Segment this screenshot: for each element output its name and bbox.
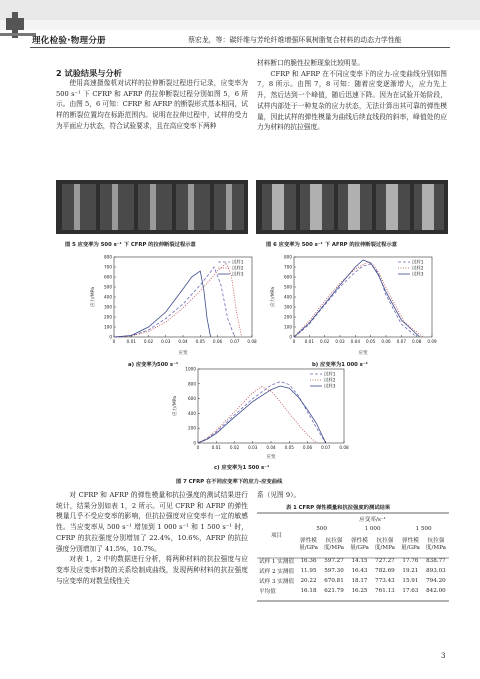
x-tick-label: 0.03 [161, 339, 171, 344]
x-tick-label: 0.04 [350, 339, 360, 344]
table-cell: 19.21 [402, 568, 419, 574]
series-line-1 [294, 264, 417, 337]
x-tick-label: 0.02 [229, 445, 240, 450]
y-tick-label: 300 [104, 304, 112, 310]
col-label: 弹性模量/GPa [350, 538, 369, 551]
table-cell: 11.95 [300, 568, 317, 574]
table-cell: 782.69 [375, 568, 395, 574]
y-tick-label: 100 [104, 324, 112, 330]
legend-label: 试样3 [232, 272, 244, 278]
fig5-photo-sequence [56, 180, 248, 234]
header-rule [30, 47, 450, 48]
x-tick-label: 0.06 [302, 445, 313, 450]
chart-1500 [170, 365, 350, 461]
legend-label: 试样2 [412, 266, 424, 272]
legend-label: 试样1 [324, 372, 336, 378]
x-tick-label: 0 [112, 339, 116, 344]
row-label: 平均值 [259, 589, 276, 595]
group-header: 应变率/s⁻¹ [359, 517, 386, 523]
bottom-left-text [56, 490, 248, 586]
table-cell: 20.22 [300, 578, 317, 584]
plot-frame [198, 369, 344, 443]
rate-header: 1 000 [364, 526, 381, 532]
chart-1000-subtitle: b) 应变率为1 000 s⁻¹ [312, 362, 368, 368]
rate-header: 1 500 [415, 526, 432, 532]
chart-1500-subtitle: c) 应变率为1 500 s⁻¹ [214, 465, 270, 471]
y-tick-label: 500 [104, 284, 112, 290]
y-tick-label: 0 [109, 334, 112, 340]
x-tick-label: 0.08 [412, 339, 422, 344]
table-cell: 16.43 [351, 568, 368, 574]
chart-1000 [268, 253, 438, 357]
chart-500-subtitle: a) 应变率为500 s⁻¹ [128, 362, 179, 368]
y-tick-label: 600 [284, 274, 292, 280]
table-cell: 670.81 [324, 578, 344, 584]
table-cell: 838.77 [426, 558, 446, 564]
y-tick-label: 1000 [185, 366, 196, 372]
x-tick-label: 0.01 [126, 339, 136, 344]
fig6-photo-sequence [256, 180, 448, 234]
x-axis-label: 应变 [178, 351, 188, 356]
y-tick-label: 800 [284, 254, 292, 260]
paragraph: 对表 1，2 中的数据进行分析，将两种材料的抗拉强度与应变率及应变率对数的关系绘制成曲线，发现两种材料的抗拉强度与应变率的对数呈线性关 [56, 555, 248, 585]
y-tick-label: 200 [104, 314, 112, 320]
x-axis-label: 应变 [358, 351, 368, 356]
col-label: 弹性模量/GPa [401, 538, 420, 551]
table-cell: 794.20 [426, 578, 446, 584]
x-tick-label: 0.04 [266, 445, 276, 450]
table-cell: 597.30 [324, 568, 344, 574]
table-cell: 15.91 [402, 578, 419, 584]
table-cell: 16.36 [300, 558, 317, 564]
x-tick-label: 0 [292, 339, 296, 344]
fig5-caption: 图 5 应变率为 500 s⁻¹ 下 CFRP 的拉伸断裂过程示意 [65, 242, 196, 248]
row-label: 试样 2 实测值 [259, 569, 295, 575]
y-tick-label: 200 [188, 425, 196, 431]
y-tick-label: 300 [284, 304, 292, 310]
y-tick-label: 400 [284, 294, 292, 300]
table-row [257, 556, 449, 566]
bottom-right-lead: 系（见图 9）。 [257, 491, 301, 499]
col-label: 抗拉强度/MPa [323, 538, 345, 551]
y-tick-label: 400 [188, 410, 196, 416]
table1 [257, 514, 449, 596]
x-tick-label: 0.08 [339, 445, 349, 450]
table-cell: 16.25 [351, 588, 368, 594]
rate-header: 500 [316, 526, 327, 532]
table1-caption: 表 1 CFRP 弹性模量和抗拉强度的测试结果 [286, 505, 391, 511]
table-cell: 17.63 [402, 588, 419, 594]
fig6-caption: 图 6 应变率为 500 s⁻¹ 下 AFRP 的拉伸断裂过程示意 [266, 242, 398, 248]
y-tick-label: 700 [104, 264, 112, 270]
series-line-1 [198, 382, 326, 443]
x-tick-label: 0.07 [321, 445, 331, 450]
col-label: 弹性模量/GPa [299, 538, 318, 551]
y-axis-label: 应力/MPa [173, 395, 178, 417]
table-cell: 621.79 [324, 588, 344, 594]
running-head: 蔡宏龙，等：碳纤维与芳纶纤维增强环氧树脂复合材料的动态力学性能 [188, 36, 402, 44]
table-cell: 773.43 [375, 578, 395, 584]
legend-label: 试样3 [412, 272, 424, 278]
table-cell: 727.27 [375, 558, 395, 564]
series-line-1 [114, 267, 235, 337]
col1-text [56, 78, 248, 132]
legend-label: 试样3 [324, 384, 336, 390]
y-tick-label: 800 [104, 254, 112, 260]
y-tick-label: 0 [193, 440, 196, 446]
table-row [257, 566, 449, 576]
y-tick-label: 500 [284, 284, 292, 290]
y-tick-label: 700 [284, 264, 292, 270]
table-cell: 597.27 [324, 558, 344, 564]
table-cell: 16.18 [300, 588, 317, 594]
x-tick-label: 0.05 [366, 339, 376, 344]
x-tick-label: 0.03 [248, 445, 258, 450]
x-tick-label: 0.09 [427, 339, 437, 344]
col-label: 抗拉强度/MPa [425, 538, 446, 551]
legend-label: 试样1 [412, 260, 424, 266]
x-tick-label: 0.05 [195, 339, 205, 344]
series-line-3 [198, 386, 326, 443]
paragraph: 材料断口的脆性拉断现象比较明显。 [257, 59, 364, 67]
row-header: 项目 [270, 533, 283, 539]
y-tick-label: 800 [188, 381, 196, 387]
table-cell: 18.17 [351, 578, 368, 584]
y-axis-label: 应力/MPa [91, 286, 96, 308]
y-tick-label: 100 [284, 324, 292, 330]
series-line-3 [114, 271, 211, 337]
table-row [257, 576, 449, 586]
x-tick-label: 0.03 [335, 339, 345, 344]
legend-label: 试样2 [324, 378, 336, 384]
table-cell: 761.13 [375, 588, 395, 594]
row-label: 试样 1 实测值 [259, 559, 295, 565]
y-tick-label: 400 [104, 294, 112, 300]
x-tick-label: 0.06 [212, 339, 223, 344]
x-tick-label: 0.02 [143, 339, 154, 344]
legend-label: 试样1 [232, 260, 244, 266]
x-tick-label: 0.06 [381, 339, 391, 344]
paragraph: CFRP 和 AFRP 在不同应变率下的应力-应变曲线分别如图 7，8 所示。由图 7，8 可知：随着应变逐渐增大，应力先上升，然后达到一个峰值，随后迅速下降。因为在试验开始阶段，试样内部处于一种复杂的应力状态，无法计算出其可靠的弹性模量，因此试样的弹性模量为曲线后续直线段的斜率，峰值处的应力为材料的抗拉强度。 [257, 69, 447, 132]
table-cell: 14.15 [351, 558, 368, 564]
chart-500 [88, 253, 258, 357]
journal-name: 理化检验·物理分册 [32, 36, 106, 46]
x-tick-label: 0.01 [211, 445, 221, 450]
row-label: 试样 3 实测值 [259, 579, 295, 585]
table-cell: 842.00 [426, 588, 446, 594]
page-number: 3 [441, 652, 446, 660]
paragraph: 对 CFRP 和 AFRP 的弹性模量和抗拉强度的测试结果进行统计，结果分别如表 1，2 所示。可见 CFRP 和 AFRP 的弹性模量几乎不受应变率的影响，但抗拉强度对应变率有一定的敏感性。当应变率从 500 s⁻¹ 增加到 1 000 s⁻¹ 和 1 500 s⁻¹ 时，CFRP 的抗拉强度分别增加了 22.4%，10.6%，AFRP 的抗拉强度分别增加了 41.5%，10.7%。 [56, 491, 248, 553]
x-tick-label: 0 [196, 445, 200, 450]
x-tick-label: 0.04 [178, 339, 188, 344]
x-tick-label: 0.08 [247, 339, 257, 344]
y-tick-label: 600 [104, 274, 112, 280]
x-tick-label: 0.07 [230, 339, 240, 344]
x-tick-label: 0.05 [284, 445, 294, 450]
y-tick-label: 200 [284, 314, 292, 320]
y-tick-label: 0 [289, 334, 292, 340]
fig7-caption: 图 7 CFRP 在不同应变率下的应力-应变曲线 [176, 479, 283, 485]
x-tick-label: 0.07 [396, 339, 406, 344]
x-tick-label: 0.02 [320, 339, 330, 344]
table-cell: 893.03 [426, 568, 446, 574]
y-axis-label: 应力/MPa [271, 286, 276, 308]
col-label: 抗拉强度/MPa [374, 538, 395, 551]
legend-label: 试样2 [232, 266, 244, 272]
x-tick-label: 0.01 [304, 339, 314, 344]
table-cell: 17.76 [402, 558, 419, 564]
series-line-3 [294, 260, 420, 337]
y-tick-label: 600 [188, 396, 196, 402]
paragraph: 使用高速摄像机对试样的拉伸断裂过程进行记录，应变率为 500 s⁻¹ 下 CFRP 和 AFRP 的拉伸断裂过程分别如图 5，6 所示。由图 5，6 可知：CFRP 和 AFRP 的断裂形式基本相同，试样的断裂位置均在标距范围内。说明在拉伸过程中，试样的受力为平面应力状态，符合试验要求，且在高应变率下两种 [56, 79, 248, 130]
x-axis-label: 应变 [266, 455, 276, 460]
section-heading: 2 试验结果与分析 [56, 68, 122, 78]
col2-text [257, 58, 447, 133]
table-row [257, 586, 449, 596]
